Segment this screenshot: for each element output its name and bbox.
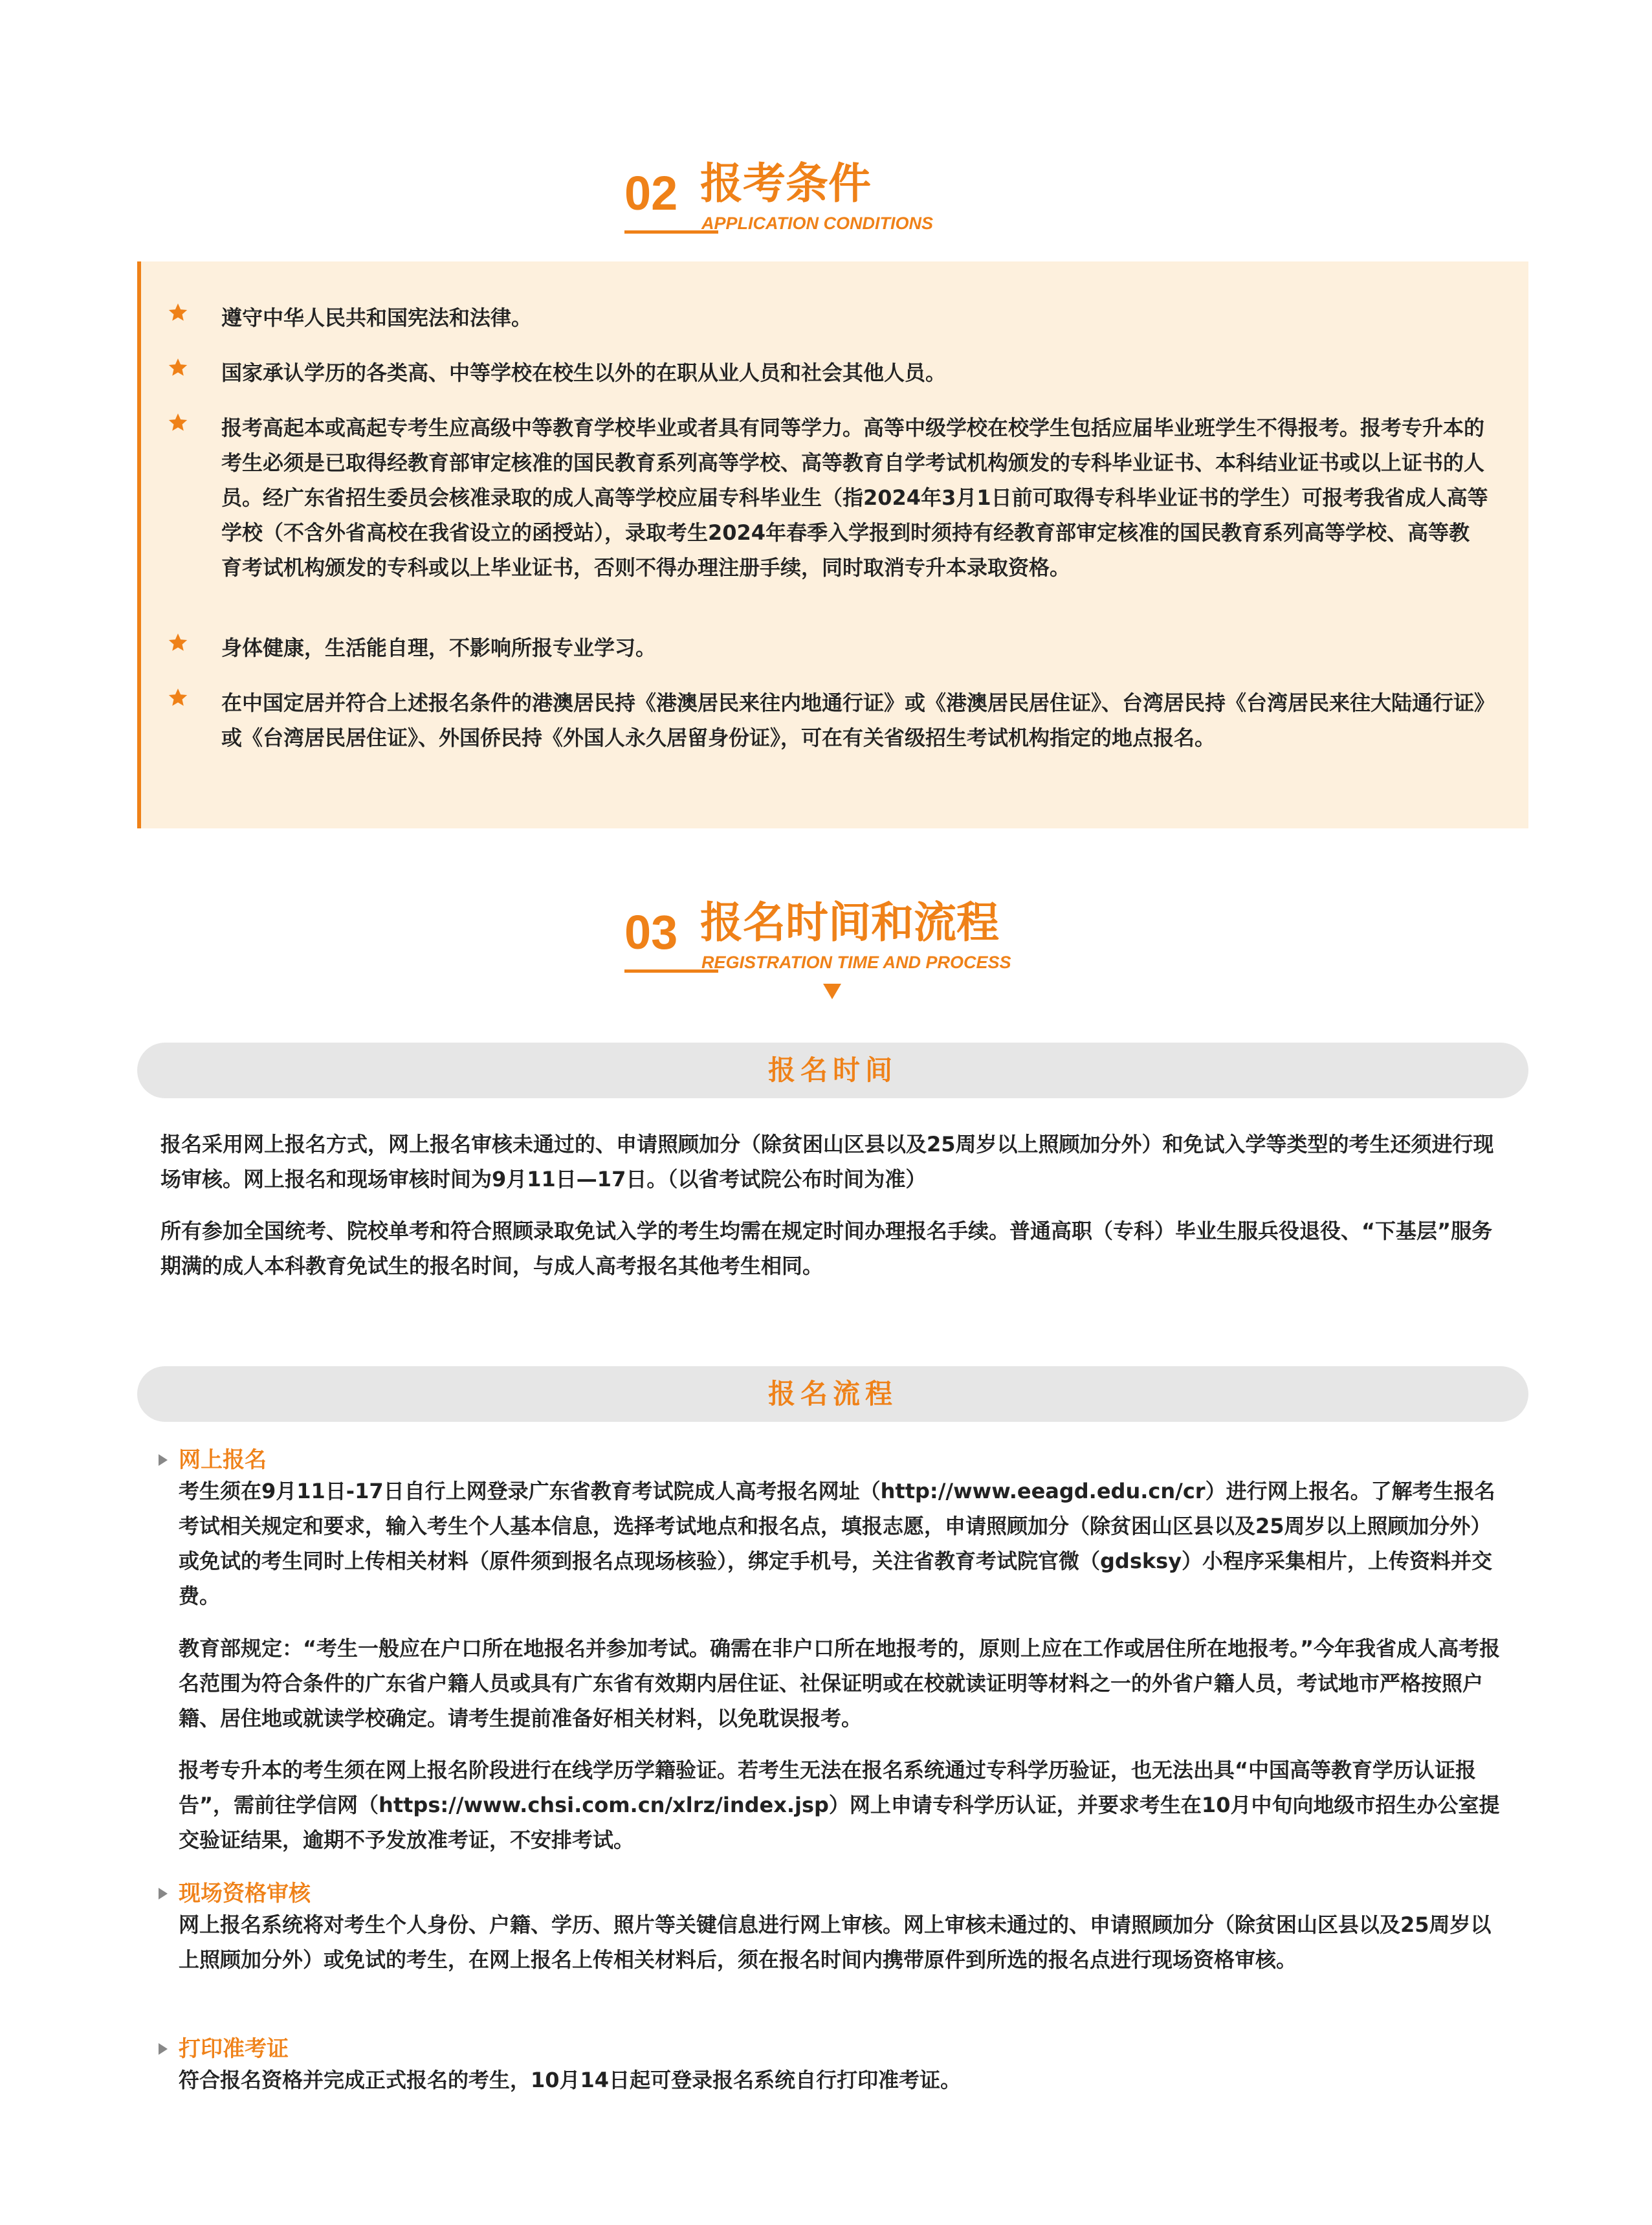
step-paragraph: 考生须在9月11日-17日自行上网登录广东省教育考试院成人高考报名网址（http://www.eeagd.edu.cn/cr）进行网上报名。了解考生报名考试相关规定和要求，输入考生个人基本信息，选择考试地点和报名点，填报志愿，申请照顾加分（除贫困山区县以及25周岁以上照顾加分外）或免试的考生同时上传相关材料（原件须到报名点现场核验），绑定手机号，关注省教育考试院官微（gdsksy）小程序采集相片，上传资料并交费。 xyxy=(179,1479,1495,1608)
condition-item xyxy=(167,300,1490,335)
time-heading-bar xyxy=(137,1043,1528,1098)
step-onsite-review xyxy=(159,1879,311,1909)
star-icon xyxy=(167,357,189,379)
step-paragraph: 报考专升本的考生须在网上报名阶段进行在线学历学籍验证。若考生无法在报名系统通过专科学历验证，也无法出具“中国高等教育学历认证报告”，需前往学信网（https://www.chsi.com.cn/xlrz/index.jsp）网上申请专科学历认证，并要求考生在10月中旬向地级市招生办公室提交验证结果，逾期不予发放准考证，不安排考试。 xyxy=(179,1758,1500,1852)
star-icon xyxy=(167,632,189,654)
process-heading: 报名流程 xyxy=(767,1378,898,1410)
step-label: 网上报名 xyxy=(179,1447,267,1473)
condition-text: 身体健康，生活能自理，不影响所报专业学习。 xyxy=(221,636,657,660)
step-paragraph: 符合报名资格并完成正式报名的考生，10月14日起可登录报名系统自行打印准考证。 xyxy=(179,2068,962,2092)
star-icon xyxy=(167,302,189,324)
process-heading-bar xyxy=(137,1366,1528,1422)
section-subtitle: APPLICATION CONDITIONS xyxy=(701,214,934,233)
down-arrow-icon xyxy=(823,984,841,999)
section-title: 报考条件 xyxy=(700,159,871,208)
triangle-bullet-icon xyxy=(159,1888,168,1899)
condition-text: 遵守中华人民共和国宪法和法律。 xyxy=(221,305,533,330)
section-number: 02 xyxy=(624,166,678,220)
step-paragraph: 网上报名系统将对考生个人身份、户籍、学历、照片等关键信息进行网上审核。网上审核未通过的、申请照顾加分（除贫困山区县以及25周岁以上照顾加分外）或免试的考生，在网上报名上传相关材料后，须在报名时间内携带原件到所选的报名点进行现场资格审核。 xyxy=(179,1912,1492,1972)
step-print-admission xyxy=(159,2034,289,2064)
time-paragraph: 所有参加全国统考、院校单考和符合照顾录取免试入学的考生均需在规定时间办理报名手续。普通高职（专科）毕业生服兵役退役、“下基层”服务期满的成人本科教育免试生的报名时间，与成人高考报名其他考生相同。 xyxy=(160,1219,1493,1278)
step-online-registration xyxy=(159,1445,267,1475)
condition-text: 报考高起本或高起专考生应高级中等教育学校毕业或者具有同等学力。高等中级学校在校学生包括应届毕业班学生不得报考。报考专升本的考生必须是已取得经教育部审定核准的国民教育系列高等学校、高等教育自学考试机构颁发的专科毕业证书、本科结业证书或以上证书的人员。经广东省招生委员会核准录取的成人高等学校应届专科毕业生（指2024年3月1日前可取得专科毕业证书的学生）可报考我省成人高等学校（不含外省高校在我省设立的函授站），录取考生2024年春季入学报到时须持有经教育部审定核准的国民教育系列高等学校、高等教育考试机构颁发的专科或以上毕业证书，否则不得办理注册手续，同时取消专升本录取资格。 xyxy=(221,415,1488,580)
condition-item xyxy=(167,410,1490,585)
triangle-bullet-icon xyxy=(159,1454,168,1466)
step-paragraph: 教育部规定：“考生一般应在户口所在地报名并参加考试。确需在非户口所在地报考的，原则上应在工作或居住所在地报考。”今年我省成人高考报名范围为符合条件的广东省户籍人员或具有广东省有效期内居住证、社保证明或在校就读证明等材料之一的外省户籍人员，考试地市严格按照户籍、居住地或就读学校确定。请考生提前准备好相关材料，以免耽误报考。 xyxy=(179,1636,1501,1731)
section-title: 报名时间和流程 xyxy=(700,898,999,947)
section-subtitle: REGISTRATION TIME AND PROCESS xyxy=(701,953,1011,972)
condition-text: 在中国定居并符合上述报名条件的港澳居民持《港澳居民来往内地通行证》或《港澳居民居住证》、台湾居民持《台湾居民来往大陆通行证》或《台湾居民居住证》、外国侨民持《外国人永久居留身份证》，可在有关省级招生考试机构指定的地点报名。 xyxy=(221,691,1485,750)
step-label: 现场资格审核 xyxy=(179,1881,311,1907)
time-paragraph: 报名采用网上报名方式，网上报名审核未通过的、申请照顾加分（除贫困山区县以及25周岁以上照顾加分外）和免试入学等类型的考生还须进行现场审核。网上报名和现场审核时间为9月11日—17日。（以省考试院公布时间为准） xyxy=(160,1132,1494,1191)
triangle-bullet-icon xyxy=(159,2043,168,2055)
conditions-box xyxy=(137,261,1528,828)
step-label: 打印准考证 xyxy=(179,2036,289,2062)
star-icon xyxy=(167,687,189,709)
time-heading: 报名时间 xyxy=(767,1054,898,1086)
condition-item xyxy=(167,685,1490,755)
condition-text: 国家承认学历的各类高、中等学校在校生以外的在职从业人员和社会其他人员。 xyxy=(221,360,947,385)
condition-item xyxy=(167,355,1490,390)
section-number: 03 xyxy=(624,905,678,959)
condition-item xyxy=(167,630,1490,665)
star-icon xyxy=(167,412,189,434)
